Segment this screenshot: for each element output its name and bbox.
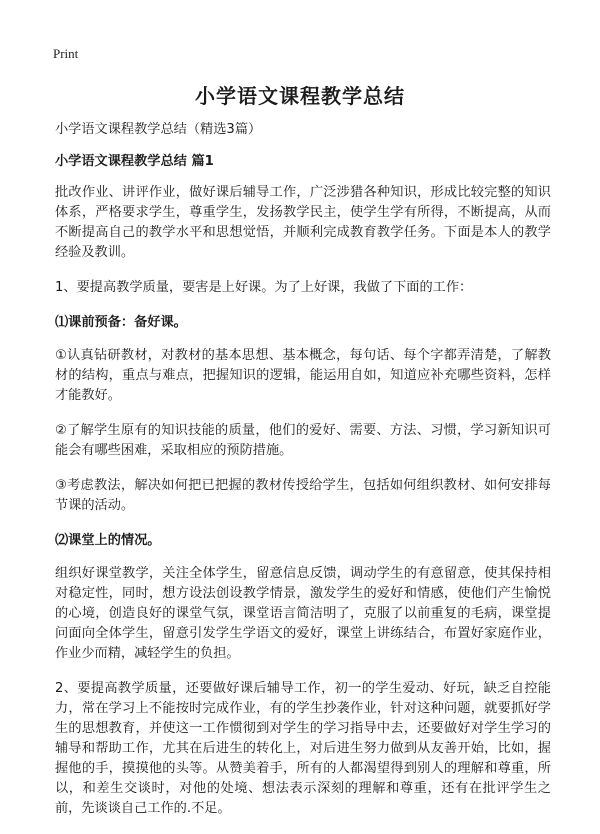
section-heading: 小学语文课程教学总结 篇1 (55, 154, 214, 169)
body-paragraph: 1、要提高教学质量，要害是上好课。为了上好课，我做了下面的工作： (55, 280, 473, 295)
sub-heading: ⑵课堂上的情况。 (55, 533, 161, 548)
body-paragraph: ①认真钻研教材，对教材的基本思想、基本概念，每句话、每个字都弄清楚，了解教材的结构，重点与难点，把握知识的逻辑，能运用自如，知道应补充哪些资料，怎样才能教好。 (55, 348, 551, 403)
body-paragraph: 组织好课堂教学，关注全体学生，留意信息反馈，调动学生的有意留意，使其保持相对稳定性，同时，想方设法创设教学情景，激发学生的爱好和情感，使他们产生愉悦的心境，创造良好的课堂气氛，课堂语言简洁明了，克服了以前重复的毛病，课堂提问面向全体学生，留意引发学生学语文的爱好，课堂上讲练结合，布置好家庭作业，作业少而精，减轻学生的负担。 (55, 566, 551, 661)
body-paragraph: ②了解学生原有的知识技能的质量，他们的爱好、需要、方法、习惯，学习新知识可能会有哪些困难，采取相应的预防措施。 (55, 423, 551, 458)
sub-heading: ⑴课前预备：备好课。 (55, 315, 187, 330)
document-title: 小学语文课程教学总结 (195, 84, 405, 108)
body-paragraph: ③考虑教法，解决如何把已把握的教材传授给学生，包括如何组织教材、如何安排每节课的活动。 (55, 478, 551, 513)
document-subtitle: 小学语文课程教学总结（精选3篇） (55, 122, 262, 137)
document-body (55, 120, 551, 834)
print-link[interactable]: Print (53, 46, 79, 61)
body-paragraph: 批改作业、讲评作业，做好课后辅导工作，广泛涉猎各种知识，形成比较完整的知识体系，严格要求学生，尊重学生，发扬教学民主，使学生学有所得，不断提高，从而不断提高自己的教学水平和思想觉悟，并顺利完成教育教学任务。下面是本人的教学经验及教训。 (55, 185, 551, 260)
body-paragraph: 2、要提高教学质量，还要做好课后辅导工作，初一的学生爱动、好玩，缺乏自控能力，常在学习上不能按时完成作业，有的学生抄袭作业，针对这种问题，就要抓好学生的思想教育，并使这一工作惯彻到对学生的学习指导中去，还要做好对学生学习的辅导和帮助工作，尤其在后进生的转化上，对后进生努力做到从友善开始，比如，握握他的手，摸摸他的头等。从赞美着手，所有的人都渴望得到别人的理解和尊重，所以，和差生交谈时，对他的处境、想法表示深刻的理解和尊重，还有在批评学生之前，先谈谈自己工作的.不足。 (55, 681, 551, 816)
